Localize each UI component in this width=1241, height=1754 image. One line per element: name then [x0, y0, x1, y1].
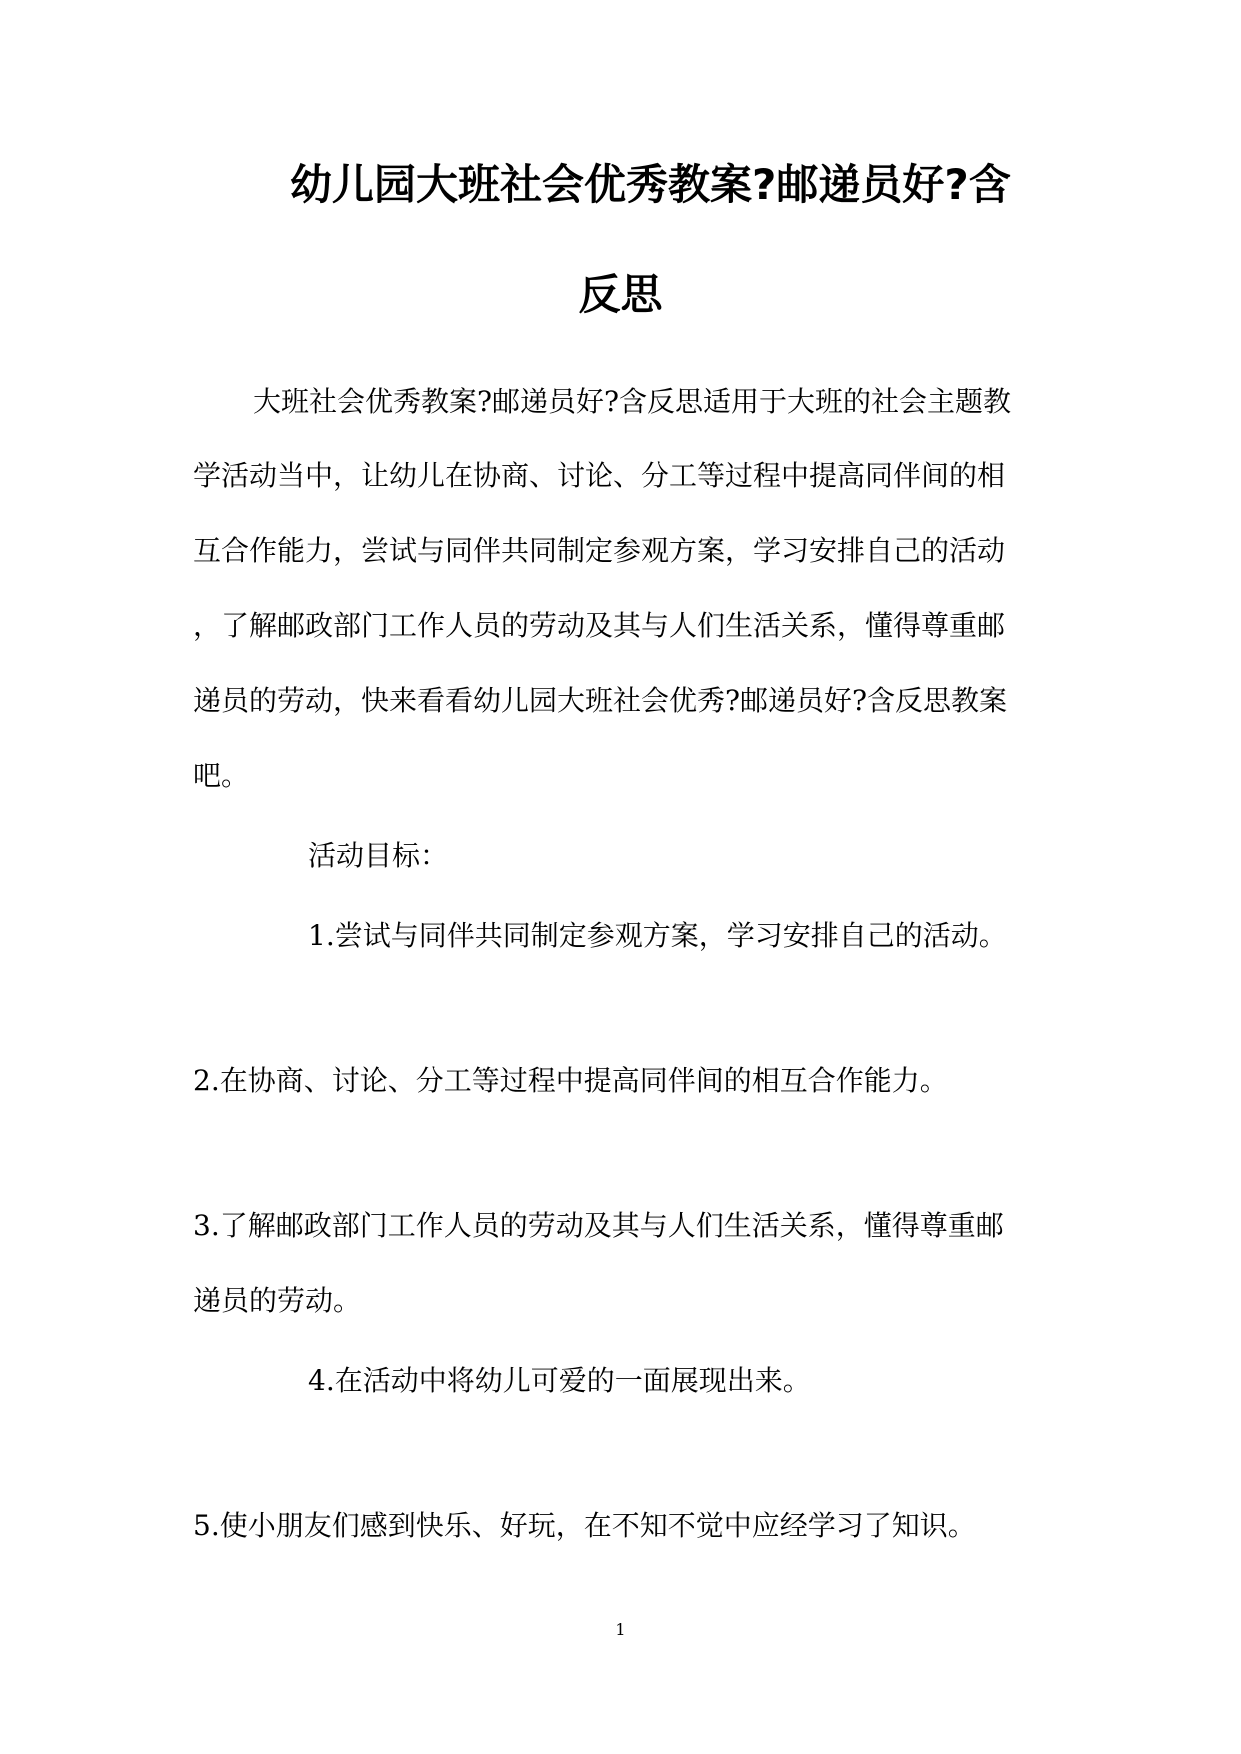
- intro-paragraph-line: 互合作能力，尝试与同伴共同制定参观方案，学习安排自己的活动: [193, 534, 1006, 567]
- intro-paragraph-line: 大班社会优秀教案?邮递员好?含反思适用于大班的社会主题教: [253, 385, 1012, 418]
- goal-item-2: 2.在协商、讨论、分工等过程中提高同伴间的相互合作能力。: [193, 1064, 948, 1097]
- document-title-line-2: 反思: [578, 270, 663, 319]
- goal-item-3-line-2: 递员的劳动。: [193, 1284, 362, 1317]
- intro-paragraph-line: 吧。: [193, 759, 250, 792]
- goal-item-3-line-1: 3.了解邮政部门工作人员的劳动及其与人们生活关系，懂得尊重邮: [193, 1209, 1004, 1242]
- intro-paragraph-line: ，了解邮政部门工作人员的劳动及其与人们生活关系，懂得尊重邮: [193, 609, 1006, 642]
- intro-paragraph-line: 学活动当中，让幼儿在协商、讨论、分工等过程中提高同伴间的相: [193, 459, 1006, 492]
- goal-item-5: 5.使小朋友们感到快乐、好玩，在不知不觉中应经学习了知识。: [193, 1509, 976, 1542]
- document-title-line-1: 幼儿园大班社会优秀教案?邮递员好?含: [290, 160, 1011, 209]
- goals-heading: 活动目标：: [308, 839, 449, 872]
- goal-item-1: 1.尝试与同伴共同制定参观方案，学习安排自己的活动。: [308, 919, 1007, 952]
- intro-paragraph-line: 递员的劳动，快来看看幼儿园大班社会优秀?邮递员好?含反思教案: [193, 684, 1008, 717]
- page-number: 1: [615, 1620, 626, 1639]
- goal-item-4: 4.在活动中将幼儿可爱的一面展现出来。: [308, 1364, 811, 1397]
